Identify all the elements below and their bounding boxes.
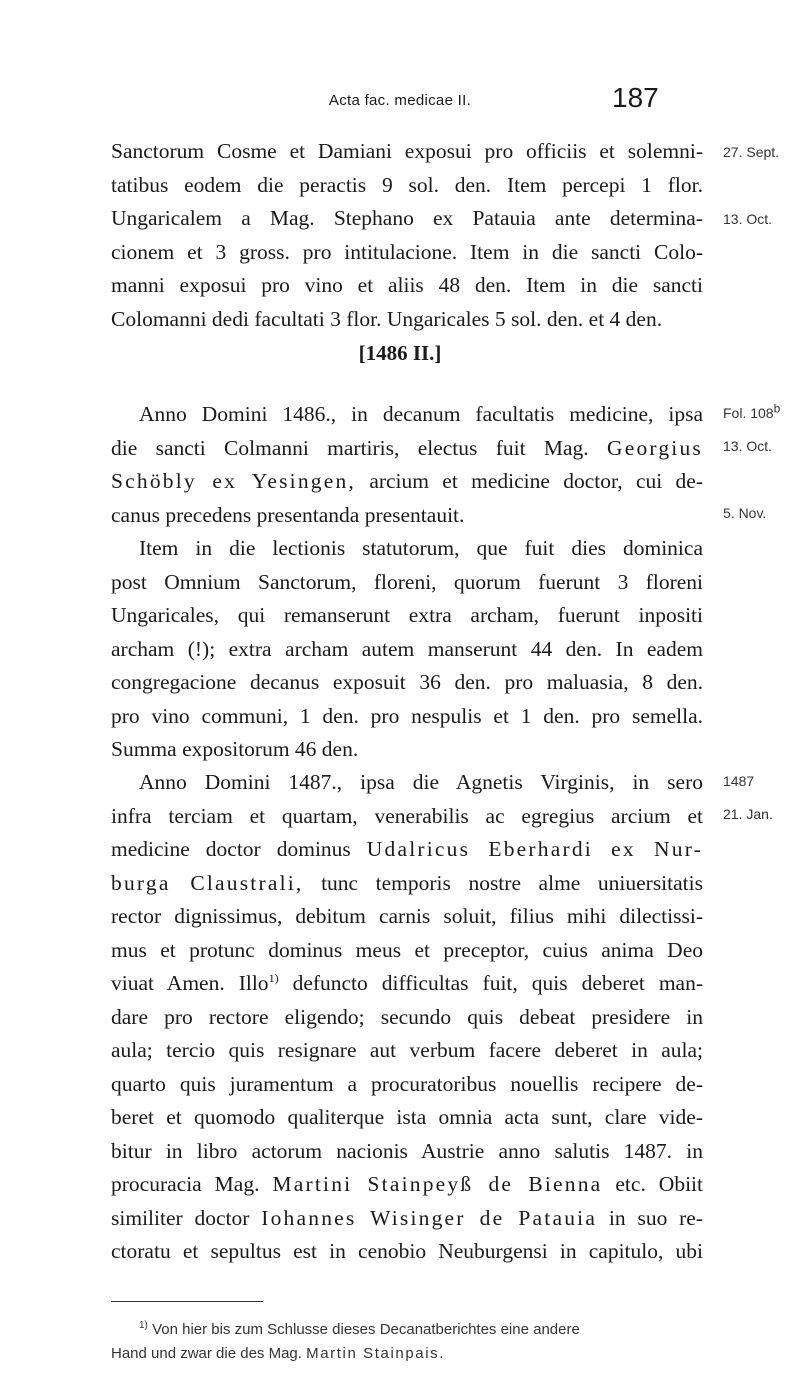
person-name: Schöbly ex Yesingen, [111,469,356,493]
text-line: rector dignissimus, debitum carnis soluit, filius mihi dilectissi- [111,904,703,928]
text-span: medicine doctor dominus [111,837,351,861]
text-line: quarto quis juramentum a procuratoribus nouellis recipere de- [111,1071,703,1096]
text-line: bitur in libro actorum nacionis Austrie anno salutis 1487. in [111,1138,703,1163]
text-line: aula; tercio quis resignare aut verbum facere deberet in aula; [111,1038,703,1062]
page-number: 187 [612,82,659,113]
text-span: similiter doctor [111,1205,250,1230]
margin-date: 13. Oct. [723,438,773,454]
folio-text: Fol. 108 [723,405,774,421]
text-span: viuat Amen. Illo [111,971,269,995]
person-name: Georgius [606,435,703,460]
text-span: arcium et medicine doctor, cui de- [369,469,703,493]
text-line [111,465,703,499]
text-line: infra terciam et quartam, venerabilis ac egregius arcium et [111,803,703,828]
margin-year: 1487 [723,773,755,789]
footnote-text: Hand und zwar die des Mag. [111,1345,302,1362]
text-line: dare pro rectore eligendo; secundo quis debeat presidere in [111,1004,703,1029]
text-line: Anno Domini 1487., ipsa die Agnetis Virginis, in sero [139,770,703,794]
text-line: canus precedens presentanda presentauit. [111,502,465,527]
text-line: mus et protunc dominus meus et preceptor, cuius anima Deo [111,937,703,962]
text-line [111,867,703,901]
text-span: defuncto difficultas fuit, quis deberet man- [292,971,704,995]
text-span: tunc temporis nostre alme uniuersitatis [321,870,703,895]
person-name: Martin Stainpais. [306,1345,446,1362]
person-name: burga Claustrali, [111,870,304,895]
footnote-marker: 1) [139,1320,148,1331]
footnote-line [111,1318,703,1342]
section-heading: [1486 II.] [358,341,442,365]
text-line [111,1168,703,1202]
page-header [0,84,800,120]
text-line: congregacione decanus exposuit 36 den. pro maluasia, 8 den. [111,670,703,694]
text-line: Anno Domini 1486., in decanum facultatis medicine, ipsa [139,402,703,426]
margin-date: 21. Jan. [723,806,773,822]
text-line [111,432,703,466]
footnote-divider [111,1301,263,1302]
margin-folio [723,401,781,421]
text-block-3 [111,766,703,1269]
text-line [111,1202,703,1236]
text-line: beret et quomodo qualiterque ista omnia acta sunt, clare vide- [111,1105,703,1129]
margin-date: 27. Sept. [723,144,780,160]
text-block-1 [111,135,703,336]
text-span: in suo re- [608,1205,704,1230]
text-line: post Omnium Sanctorum, floreni, quorum fuerunt 3 floreni [111,569,703,594]
text-line: Sanctorum Cosme et Damiani exposui pro officiis et solemni- [111,139,703,163]
text-line: cionem et 3 gross. pro intitulacione. Item in die sancti Colo- [111,239,703,264]
person-name: Martini Stainpeyß de Bienna [272,1172,603,1196]
footnote [111,1318,703,1366]
footnote-text: Von hier bis zum Schlusse dieses Decanatberichtes eine andere [152,1321,580,1338]
text-line: pro vino communi, 1 den. pro nespulis et 1 den. pro semella. [111,703,703,728]
folio-superscript: b [773,401,781,416]
text-line [111,833,703,867]
running-title: Acta fac. medicae II. [328,92,472,109]
margin-date: 13. Oct. [723,211,773,227]
text-line [111,967,703,1001]
text-span: procuracia Mag. [111,1172,260,1196]
text-line: ctoratu et sepultus est in cenobio Neuburgensi in capitulo, ubi [111,1239,703,1263]
text-line: Item in die lectionis statutorum, que fuit dies dominica [139,536,703,560]
text-span: die sancti Colmanni martiris, electus fuit Mag. [111,435,589,460]
footnote-line [111,1342,703,1366]
footnote-ref: 1) [268,970,279,985]
person-name: Udalricus Eberhardi ex Nur- [366,837,703,861]
text-line: tatibus eodem die peractis 9 sol. den. Item percepi 1 flor. [111,172,703,197]
text-line: Colomanni dedi facultati 3 flor. Ungaricales 5 sol. den. et 4 den. [111,306,663,331]
text-line: manni exposui pro vino et aliis 48 den. Item in die sancti [111,273,703,297]
text-span: etc. Obiit [615,1172,703,1196]
person-name: Iohannes Wisinger de Patauia [261,1205,598,1230]
text-block-2 [111,398,703,767]
text-line: Ungaricalem a Mag. Stephano ex Patauia ante determina- [111,206,703,230]
text-line: Ungaricales, qui remanserunt extra archam, fuerunt inpositi [111,603,703,627]
margin-date: 5. Nov. [723,505,767,521]
text-line: archam (!); extra archam autem manserunt 44 den. In eadem [111,636,703,661]
text-line: Summa expositorum 46 den. [111,737,359,761]
